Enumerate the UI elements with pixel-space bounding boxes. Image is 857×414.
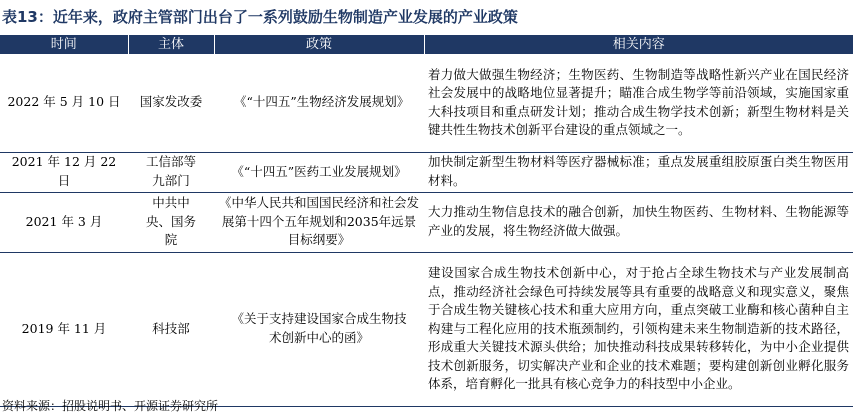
table-title-text: 近年来，政府主管部门出台了一系列鼓励生物制造产业发展的产业政策 <box>52 8 518 26</box>
table-number: 表13： <box>2 8 53 26</box>
cell-policy: 《关于支持建设国家合成生物技术创新中心的函》 <box>214 252 424 406</box>
cell-org: 科技部 <box>128 252 214 406</box>
cell-org: 工信部等九部门 <box>128 152 214 192</box>
source-note: 资料来源：招股说明书、开源证券研究所 <box>2 399 219 413</box>
cell-content: 着力做大做强生物经济；生物医药、生物制造等战略性新兴产业在国民经济社会发展中的战略地位显著提升；瞄准合成生物学等前沿领域，实施国家重大科技项目和重点研发计划；推动合成生物学技术创新；新型生物材料是关键共性生物技术创新平台建设的重点领域之一。 <box>424 54 853 152</box>
cell-policy: 《中华人民共和国国民经济和社会发展第十四个五年规划和2035年远景目标纲要》 <box>214 192 424 252</box>
table-title <box>2 5 518 29</box>
header-policy: 政策 <box>214 35 424 54</box>
policy-table <box>0 35 853 407</box>
cell-org: 中共中央、国务院 <box>128 192 214 252</box>
table-row <box>0 252 853 406</box>
header-date: 时间 <box>0 35 128 54</box>
cell-policy: 《“十四五”医药工业发展规划》 <box>214 152 424 192</box>
cell-date: 2022 年 5 月 10 日 <box>0 54 128 152</box>
cell-date: 2021 年 12 月 22 日 <box>0 152 128 192</box>
cell-content: 建设国家合成生物技术创新中心，对于抢占全球生物技术与产业发展制高点，推动经济社会绿色可持续发展等具有重要的战略意义和现实意义，聚焦于合成生物关键核心技术和重大应用方向，重点突破工业酶和核心菌种自主构建与工程化应用的技术瓶颈制约，引领构建未来生物制造新的技术路径，形成重大关键技术源头供给；加快推动科技成果转移转化，为中小企业提供技术创新服务，切实解决产业和企业的技术难题；要构建创新创业孵化服务体系，培育孵化一批具有核心竞争力的科技型中小企业。 <box>424 252 853 406</box>
cell-policy: 《“十四五”生物经济发展规划》 <box>214 54 424 152</box>
table-row <box>0 192 853 252</box>
table-header-row <box>0 35 853 54</box>
table-row <box>0 152 853 192</box>
cell-date: 2021 年 3 月 <box>0 192 128 252</box>
cell-content: 大力推动生物信息技术的融合创新，加快生物医药、生物材料、生物能源等产业的发展，将生物经济做大做强。 <box>424 192 853 252</box>
cell-content: 加快制定新型生物材料等医疗器械标准；重点发展重组胶原蛋白类生物医用材料。 <box>424 152 853 192</box>
cell-org: 国家发改委 <box>128 54 214 152</box>
table-row <box>0 54 853 152</box>
header-org: 主体 <box>128 35 214 54</box>
cell-date: 2019 年 11 月 <box>0 252 128 406</box>
header-content: 相关内容 <box>424 35 853 54</box>
